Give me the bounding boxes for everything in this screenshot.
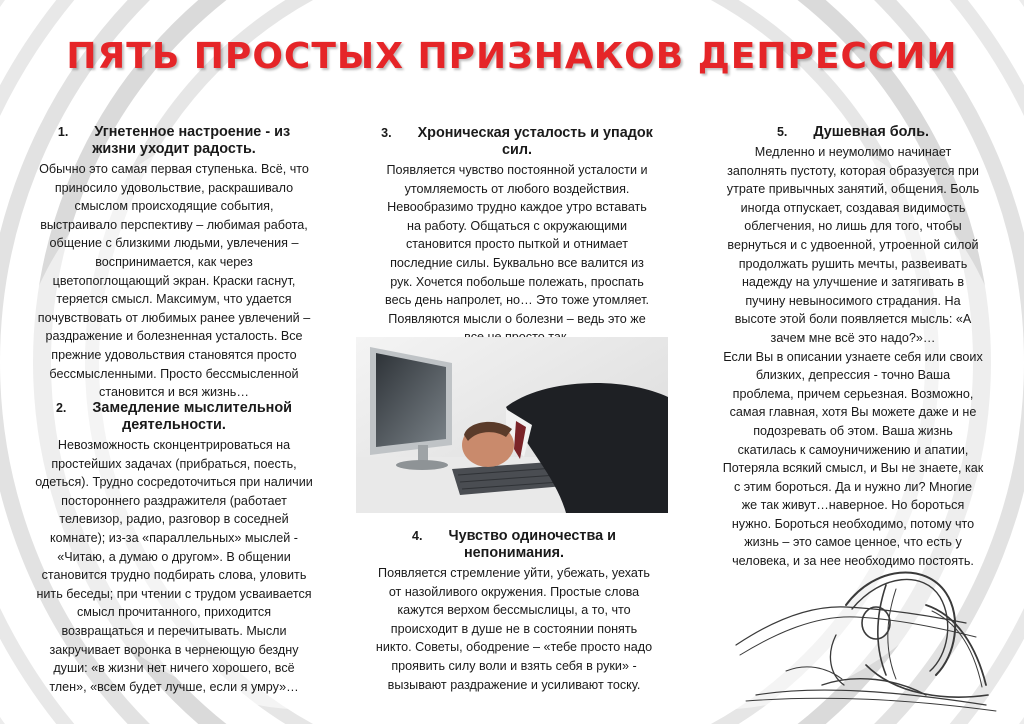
conclusion-line: близких, депрессия - точно Ваша [755,368,951,383]
section-4-line: вызывают раздражение и усиливают тоску. [387,677,641,692]
section-2-line: возвращаться и перечитывать. Мысли [61,623,287,638]
section-3-line: Появляются мысли о болезни – ведь это же [388,311,646,326]
section-4-line: кажутся верхом бессмыслицы, а то, что [397,603,631,618]
section-2-line: души: «в жизни нет ничего хорошего, всё [53,661,295,676]
section-2-line: тлен», «всем будет лучше, если я умру»… [49,679,299,694]
section-5-line: вернуться и с удвоенной, утроенной силой [727,237,979,252]
section-5-number: 5. [776,125,788,139]
section-5-line: надежду на улучшение и затягивать в [741,275,965,290]
section-5-line: Медленно и неумолимо начинает [754,145,952,159]
section-4-line: происходит в душе не в состоянии понять [390,621,638,636]
section-1-heading-line-1: Угнетенное настроение - из [94,124,291,140]
section-2-heading [24,400,324,434]
section-1-line: бессмысленными. Просто бессмысленной [49,366,299,381]
section-1-line: общение с близкими людьми, увлечения – [49,236,299,251]
conclusion-line: проблема, причем серьезная. Возможно, [732,386,974,401]
section-4-heading [352,528,676,562]
section-3-heading-line-1: Хроническая усталость и упадок [417,125,653,141]
section-4-line: Появляется стремление уйти, убежать, уехать [378,566,650,580]
section-2-line: становится трудно подбирать слова, уловить [41,568,307,583]
section-3-line: Невообразимо трудно каждое утро вставать [387,200,647,215]
section-1-line: теряется смысл. Максимум, что удается [56,292,292,307]
section-2-line: «Читаю, а думаю о другом». В общении [57,549,291,564]
section-2-line: комнате); из-за «параллельных» мыслей - [49,530,299,545]
section-2-line: постороннего раздражителя (работает [61,493,287,508]
conclusion-line: с этим бороться. Да и нужно ли? Многие [733,479,973,494]
section-1-heading-line-2: жизни уходит радость. [92,141,256,157]
section-3-line: утомляемость от любого воздействия. [404,181,630,196]
section-3 [362,125,672,347]
section-5-line: пучину невыносимого страдания. На [745,293,961,308]
section-5-line: зачем мне всё это надо?»… [770,330,936,345]
section-1-line: раздражение и болезненная усталость. Все [45,329,303,344]
section-5-line: продолжать рушить мечты, развеивать [738,256,968,271]
conclusion-line: жизнь – это самое ценное, что есть у [744,535,962,550]
section-2 [24,400,324,696]
section-3-line: Появляется чувство постоянной усталости и [386,163,648,177]
section-3-heading [362,125,672,159]
section-4-heading-line-1: Чувство одиночества и [448,528,616,544]
section-3-line: рук. Хочется побольше полежать, проспать [390,274,644,289]
section-5-heading-line-1: Душевная боль. [813,124,930,140]
section-1-line: смыслом происходящие события, [74,199,274,214]
office-photo [356,337,668,513]
section-1-line: воспринимается, как через [95,254,253,269]
section-2-line: одеться). Трудно сосредоточиться при наличии [35,475,313,490]
monitor-screen [376,353,446,447]
section-3-number: 3. [381,126,392,140]
conclusion-line: Потеряла всякий смысл, и Вы не знаете, как [722,461,984,476]
section-3-heading-line-2: сил. [502,142,532,158]
section-4 [352,528,676,694]
section-1-line: приносило удовольствие, раскрашивало [54,180,294,195]
section-1-line: выстраивало перспективу – любимая работа, [40,217,308,232]
sketch-strokes [736,572,996,711]
conclusion-line: Если Вы в описании узнаете себя или своих [723,349,983,364]
section-3-line: на работу. Общаться с окружающими [407,218,627,233]
section-2-heading-line-1: Замедление мыслительной [92,400,293,416]
section-2-line: нить беседы; при чтении с трудом усваивается [36,586,312,601]
section-1-number: 1. [57,125,69,139]
section-1-line: цветопоглощающий экран. Краски гаснут, [52,273,296,288]
section-1-line: становится и вся жизнь… [99,385,249,400]
page-title: ПЯТЬ ПРОСТЫХ ПРИЗНАКОВ ДЕПРЕССИИ [66,36,958,77]
section-4-line: проявить силу воли и взять себя в руки» - [391,658,637,673]
section-4-number: 4. [412,529,423,543]
section-5-line: высоте этой боли появляется мысль: «А [734,312,972,327]
section-5-line: иногда отпускает, создавая видимость [740,200,966,215]
section-4-heading-line-2: непонимания. [463,545,565,561]
sketch-crouching-figure [726,545,1006,715]
monitor-stand [418,445,428,461]
section-2-heading-line-2: деятельности. [122,417,226,433]
section-2-line: простейших задачах (прибраться, поесть, [51,456,297,471]
section-1 [24,124,324,402]
conclusion-line: скатилась к самоуничижению и апатии, [737,442,969,457]
section-2-line: телевизор, радио, разговор в соседней [59,512,289,527]
section-2-line: смысл прочитанного, приходится [76,605,272,620]
section-5-line: заполнять пустоту, которая образуется при [727,163,979,178]
section-3-line: становится просто пыткой и отнимает [406,237,628,252]
section-5-heading [700,124,1006,141]
section-5-line: облегчения, но лишь для того, чтобы [744,219,962,234]
section-1-line: прежние удовольствия становятся просто [51,347,297,362]
section-2-line: закручивает воронка в чернеющую бездну [49,642,299,657]
section-3-line: последние силы. Буквально все валится из [390,255,644,270]
conclusion-line: самая главная, хотя Вы можете даже и не [729,405,977,420]
section-1-line: Обычно это самая первая ступенька. Всё, что [39,162,309,176]
section-5-line: утрате привычных занятий, общения. Боль [726,182,980,197]
section-4-line: от назойливого окружения. Простые слова [388,584,640,599]
section-5 [700,124,1006,571]
section-2-number: 2. [55,401,67,415]
conclusion-line: нужно. Бороться необходимо, потому что [731,516,975,531]
section-1-line: почувствовать от любимых ранее увлечений – [37,310,311,325]
conclusion-line: человека, и за нее необходимо постоять. [732,554,974,569]
monitor-base [396,460,448,470]
conclusion-line: же так живут…наверное. Но бороться [741,498,965,513]
section-2-line: Невозможность сконцентрироваться на [57,438,291,452]
section-4-line: никто. Советы, ободрение – «тебе просто надо [375,640,653,655]
section-3-line: весь день напролет, но… Это тоже утомляет. [385,293,649,308]
section-1-heading [24,124,324,158]
conclusion-line: подозревать об этом. Ваша жизнь [753,423,953,438]
